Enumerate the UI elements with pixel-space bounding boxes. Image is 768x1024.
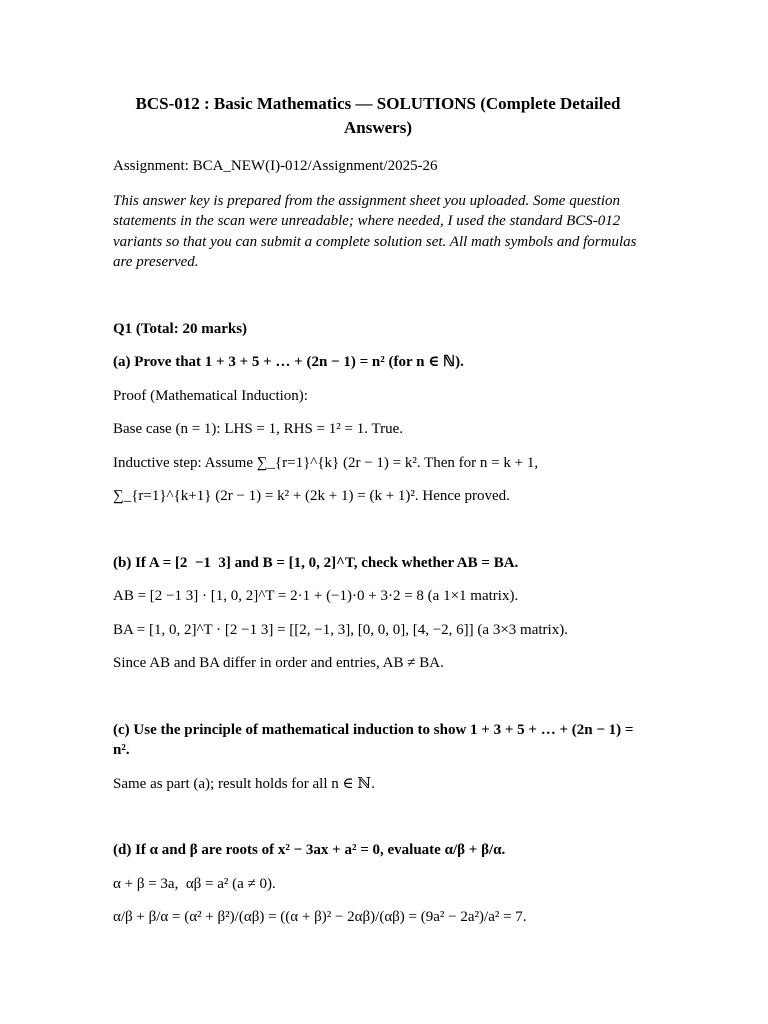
q1a-line-conclusion: ∑_{r=1}^{k+1} (2r − 1) = k² + (2k + 1) = (k + 1)². Hence proved.: [113, 488, 510, 504]
q1c-question: (c) Use the principle of mathematical induction to show 1 + 3 + 5 + … + (2n − 1) = n².: [113, 721, 634, 758]
q1d-line-sum-product: α + β = 3a, αβ = a² (a ≠ 0).: [113, 875, 276, 892]
q1b-line-ba: BA = [1, 0, 2]^T · [2 −1 3] = [[2, −1, 3], [0, 0, 0], [4, −2, 6]] (a 3×3 matrix).: [113, 621, 568, 638]
q1a-line-base-case: Base case (n = 1): LHS = 1, RHS = 1² = 1. True.: [113, 421, 403, 437]
q1d-question: (d) If α and β are roots of x² − 3ax + a² = 0, evaluate α/β + β/α.: [113, 842, 506, 858]
q1d-line-evaluation: α/β + β/α = (α² + β²)/(αβ) = ((α + β)² − 2αβ)/(αβ) = (9a² − 2a²)/a² = 7.: [113, 909, 527, 925]
document-title: BCS-012 : Basic Mathematics — SOLUTIONS (Complete Detailed Answers): [135, 94, 621, 137]
q1b-line-conclusion: Since AB and BA differ in order and entries, AB ≠ BA.: [113, 655, 444, 671]
q1-heading: Q1 (Total: 20 marks): [113, 320, 248, 337]
intro-note: This answer key is prepared from the assignment sheet you uploaded. Some question statements in the scan were unreadable; where needed, I used the standard BCS-012 variants so that you can submit a complete solution set. All math symbols and formulas are preserved.: [113, 192, 637, 270]
q1b-question: (b) If A = [2 −1 3] and B = [1, 0, 2]^T, check whether AB = BA.: [113, 554, 519, 571]
q1a-question: (a) Prove that 1 + 3 + 5 + … + (2n − 1) = n² (for n ∈ ℕ).: [113, 354, 464, 370]
assignment-code: Assignment: BCA_NEW(I)-012/Assignment/2025-26: [113, 158, 438, 174]
q1b-line-ab: AB = [2 −1 3] · [1, 0, 2]^T = 2·1 + (−1)·0 + 3·2 = 8 (a 1×1 matrix).: [113, 588, 519, 604]
q1c-line-answer: Same as part (a); result holds for all n ∈ ℕ.: [113, 775, 375, 792]
document-page: [113, 92, 643, 941]
q1a-line-proof-title: Proof (Mathematical Induction):: [113, 387, 308, 404]
q1a-line-inductive-step: Inductive step: Assume ∑_{r=1}^{k} (2r − 1) = k². Then for n = k + 1,: [113, 454, 539, 471]
